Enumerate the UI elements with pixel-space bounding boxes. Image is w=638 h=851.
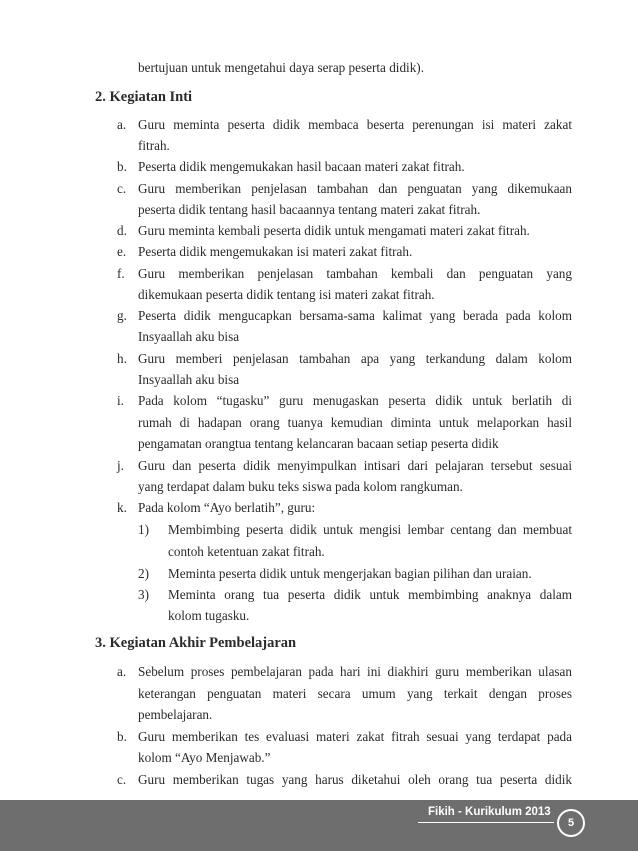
list-item-line: Guru dan peserta didik menyimpulkan intisari dari pelajaran tersebut sesuai bbox=[138, 458, 572, 473]
list-item-line: fitrah. bbox=[138, 138, 170, 153]
list-item-line: Guru meminta kembali peserta didik untuk mengamati materi zakat fitrah. bbox=[138, 223, 530, 238]
list-marker: a. bbox=[117, 664, 127, 679]
list-item-line: Insyaallah aku bisa bbox=[138, 372, 240, 387]
list-item-line: Pada kolom “Ayo berlatih”, guru: bbox=[138, 500, 316, 515]
list-marker: i. bbox=[117, 393, 124, 408]
list-marker: c. bbox=[117, 181, 127, 196]
sublist-marker: 1) bbox=[138, 522, 149, 537]
list-marker: k. bbox=[117, 500, 127, 515]
list-item-line: Guru memberi penjelasan tambahan apa yang terkandung dalam kolom bbox=[138, 351, 572, 366]
intro-line: bertujuan untuk mengetahui daya serap peserta didik). bbox=[138, 60, 424, 75]
list-item-line: Guru meminta peserta didik membaca beserta perenungan isi materi zakat bbox=[138, 117, 572, 132]
list-item-line: pembelajaran. bbox=[138, 707, 213, 722]
list-item-line: dikemukaan peserta didik tentang isi materi zakat fitrah. bbox=[138, 287, 435, 302]
list-marker: f. bbox=[117, 266, 125, 281]
section-3-heading: 3. Kegiatan Akhir Pembelajaran bbox=[95, 635, 297, 651]
sublist-marker: 2) bbox=[138, 566, 149, 581]
section-2-heading: 2. Kegiatan Inti bbox=[95, 89, 193, 105]
list-item-line: Insyaallah aku bisa bbox=[138, 329, 240, 344]
list-item-line: pengamatan orangtua tentang kelancaran bacaan setiap peserta didik bbox=[138, 436, 499, 451]
list-item-line: Guru memberikan penjelasan tambahan kembali dan penguatan yang bbox=[138, 266, 572, 281]
list-marker: j. bbox=[117, 458, 124, 473]
list-item-line: rumah di hadapan orang tuanya kemudian diminta untuk melaporkan hasil bbox=[138, 415, 572, 430]
list-item-line: Peserta didik mengemukakan hasil bacaan materi zakat fitrah. bbox=[138, 159, 465, 174]
list-item-line: kolom “Ayo Menjawab.” bbox=[138, 750, 271, 765]
list-marker: b. bbox=[117, 159, 127, 174]
list-item-line: Guru memberikan tugas yang harus diketahui oleh orang tua peserta didik bbox=[138, 772, 572, 787]
list-item-line: Peserta didik mengemukakan isi materi zakat fitrah. bbox=[138, 244, 413, 259]
list-marker: e. bbox=[117, 244, 127, 259]
sublist-item-line: kolom tugasku. bbox=[168, 608, 250, 623]
list-item-line: keterangan penguatan materi secara umum yang terkait dengan proses bbox=[138, 686, 572, 701]
list-marker: d. bbox=[117, 223, 127, 238]
list-marker: g. bbox=[117, 308, 127, 323]
footer-book-title: Fikih - Kurikulum 2013 bbox=[428, 806, 551, 818]
page-number: 5 bbox=[557, 809, 585, 837]
list-marker: h. bbox=[117, 351, 127, 366]
sublist-item-line: Meminta orang tua peserta didik untuk membimbing anaknya dalam bbox=[168, 587, 572, 602]
list-item-line: Guru memberikan penjelasan tambahan dan penguatan yang dikemukaan bbox=[138, 181, 572, 196]
list-item-line: Pada kolom “tugasku” guru menugaskan peserta didik untuk berlatih di bbox=[138, 393, 572, 408]
sublist-item-line: Membimbing peserta didik untuk mengisi lembar centang dan membuat bbox=[168, 522, 572, 537]
sublist-item-line: contoh ketentuan zakat fitrah. bbox=[168, 544, 325, 559]
footer-divider bbox=[418, 822, 554, 823]
list-marker: b. bbox=[117, 729, 127, 744]
list-item-line: Guru memberikan tes evaluasi materi zakat fitrah sesuai yang terdapat pada bbox=[138, 729, 572, 744]
list-item-line: Peserta didik mengucapkan bersama-sama kalimat yang berada pada kolom bbox=[138, 308, 572, 323]
list-item-line: yang terdapat dalam buku teks siswa pada kolom rangkuman. bbox=[138, 479, 463, 494]
list-item-line: peserta didik tentang hasil bacaannya tentang materi zakat fitrah. bbox=[138, 202, 481, 217]
sublist-item-line: Meminta peserta didik untuk mengerjakan bagian pilihan dan uraian. bbox=[168, 566, 532, 581]
sublist-marker: 3) bbox=[138, 587, 149, 602]
list-item-line: Sebelum proses pembelajaran pada hari ini diakhiri guru memberikan ulasan bbox=[138, 664, 572, 679]
list-marker: a. bbox=[117, 117, 127, 132]
list-marker: c. bbox=[117, 772, 127, 787]
